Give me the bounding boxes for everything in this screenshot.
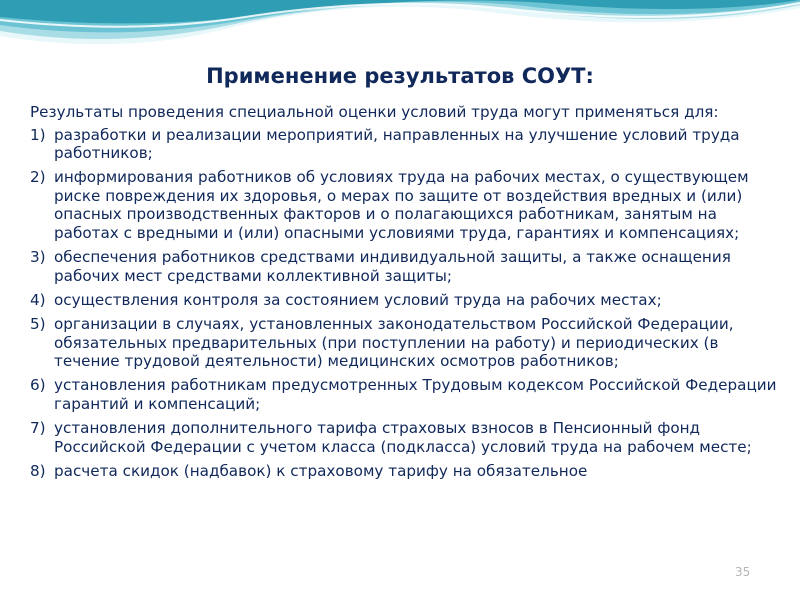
list-item-text: информирования работников об условиях труда на рабочих местах, о существующем риске повреждения их здоровья, о мерах по защите от воздействия вредных и (или) опасных производственных факторов и о полагающихся работникам, занятым на работах с вредными и (или) опасными условиями труда, гарантиях и компенсациях; (54, 168, 749, 243)
list-item (30, 376, 785, 413)
list-item-number: 8) (30, 461, 46, 480)
list-item-text: расчета скидок (надбавок) к страховому тарифу на обязательное (54, 461, 588, 480)
list-item-text: осуществления контроля за состоянием условий труда на рабочих местах; (54, 290, 662, 309)
list-item-text: установления работникам предусмотренных Трудовым кодексом Российской Федерации гарантий и компенсаций; (54, 376, 777, 413)
list-item (30, 419, 785, 456)
list-item (30, 462, 785, 481)
slide-page-number: 35 (735, 565, 751, 579)
results-list (30, 126, 785, 481)
list-item-text: обеспечения работников средствами индивидуальной защиты, а также оснащения рабочих мест средствами коллективной защиты; (54, 248, 731, 285)
list-item-number: 7) (30, 418, 46, 437)
list-item-number: 2) (30, 168, 46, 187)
list-item (30, 315, 785, 371)
list-item-number: 3) (30, 248, 46, 267)
list-item (30, 291, 785, 310)
list-item-number: 5) (30, 314, 46, 333)
list-item-number: 6) (30, 376, 46, 395)
slide-title: Применение результатов СОУТ: (206, 64, 594, 88)
list-item-text: организации в случаях, установленных законодательством Российской Федерации, обязательных предварительных (при поступлении на работу) и периодических (в течение трудовой деятельности) медицинских осмотров работников; (54, 314, 734, 371)
list-item (30, 126, 785, 163)
slide-content (30, 103, 785, 486)
header-wave-decoration (0, 0, 800, 70)
list-item (30, 248, 785, 285)
list-item-number: 1) (30, 125, 46, 144)
list-item (30, 168, 785, 242)
list-item-number: 4) (30, 290, 46, 309)
intro-text: Результаты проведения специальной оценки условий труда могут применяться для: (30, 103, 719, 121)
list-item-text: установления дополнительного тарифа страховых взносов в Пенсионный фонд Российской Федерации с учетом класса (подкласса) условий труда на рабочем месте; (54, 418, 752, 456)
list-item-text: разработки и реализации мероприятий, направленных на улучшение условий труда работников; (54, 125, 740, 163)
